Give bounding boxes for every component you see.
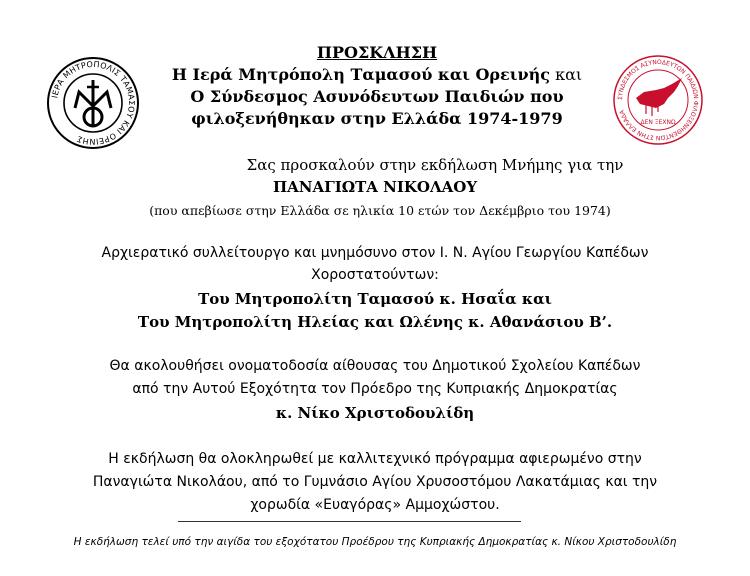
honoree-note: (που απεβίωσε στην Ελλάδα σε ηλικία 10 ετών τον Δεκέμβριο του 1974) [149,203,611,218]
officiant-2: Του Μητροπολίτη Ηλείας και Ωλένης κ. Αθανάσιου Β’. [137,313,613,331]
metropolis-seal-logo [46,56,140,150]
naming-line-2: από την Αυτού Εξοχότητα τον Πρόεδρο της Κυπριακής Δημοκρατίας [132,381,618,397]
closing-line-1: Η εκδήλωση θα ολοκληρωθεί με καλλιτεχνικό πρόγραμμα αφιερωμένο στην [108,451,642,467]
footer-divider [178,521,521,522]
svg-text:ΙΕΡΑ ΜΗΤΡΟΠΟΛΙΣ ΤΑΜΑΣΟΥ ΚΑΙ ΟΡ: ΙΕΡΑ ΜΗΤΡΟΠΟΛΙΣ ΤΑΜΑΣΟΥ ΚΑΙ ΟΡΕΙΝΗΣ [50,59,137,147]
metropolis-seal-icon [46,56,140,150]
closing-line-2: Παναγιώτα Νικολάου, από το Γυμνάσιο Αγίου Χρυσοστόμου Λακατάμιας και την [92,474,658,490]
header-line-2: Ο Σύνδεσμος Ασυνόδευτων Παιδιών που [190,87,564,106]
naming-line-1: Θα ακολουθήσει ονοματοδοσία αίθουσας του Δημοτικού Σχολείου Καπέδων [109,358,641,374]
logo-slogan: ΔΕΝ ΞΕΧΝΩ [640,119,676,126]
president-name: κ. Νίκο Χριστοδουλίδη [275,404,475,422]
header-line-1-bold: Η Ιερά Μητρόπολη Ταμασού και Ορεινής [171,65,550,84]
association-logo [612,54,704,146]
page-title: ΠΡΟΣΚΛΗΣΗ [316,43,438,62]
header-line-1-tail: και [550,65,583,84]
liturgy-line-2: Χοροστατούντων: [311,267,439,283]
association-seal-icon [612,54,704,146]
honoree-name: ΠΑΝΑΓΙΩΤΑ ΝΙΚΟΛΑΟΥ [272,178,478,196]
invitation-line: Σας προσκαλούν στην εκδήλωση Μνήμης για την [246,156,624,174]
footer-note: Η εκδήλωση τελεί υπό την αιγίδα του εξοχότατου Προέδρου της Κυπριακής Δημοκρατίας κ. Νίκου Χριστοδουλίδη [73,536,677,548]
header-block [150,42,604,130]
svg-text:ΣΥΝΔΕΣΜΟΣ ΑΣΥΝΟΔΕΥΤΩΝ ΠΑΙΔΙΩΝ: ΣΥΝΔΕΣΜΟΣ ΑΣΥΝΟΔΕΥΤΩΝ ΠΑΙΔΙΩΝ ΦΙΛΟΞΕΝΗΘΕΝΤΩΝ ΣΤΗΝ ΕΛΛΑΔΑ [616,58,700,142]
header-line-3: φιλοξενήθηκαν στην Ελλάδα 1974-1979 [191,109,563,128]
officiant-1: Του Μητροπολίτη Ταμασού κ. Ησαΐα και [198,290,552,308]
liturgy-line-1: Αρχιερατικό συλλείτουργο και μνημόσυνο στον Ι. Ν. Αγίου Γεωργίου Καπέδων [101,245,649,261]
header-line-1 [150,64,604,86]
closing-line-3: χορωδία «Ευαγόρας» Αμμοχώστου. [250,497,500,513]
